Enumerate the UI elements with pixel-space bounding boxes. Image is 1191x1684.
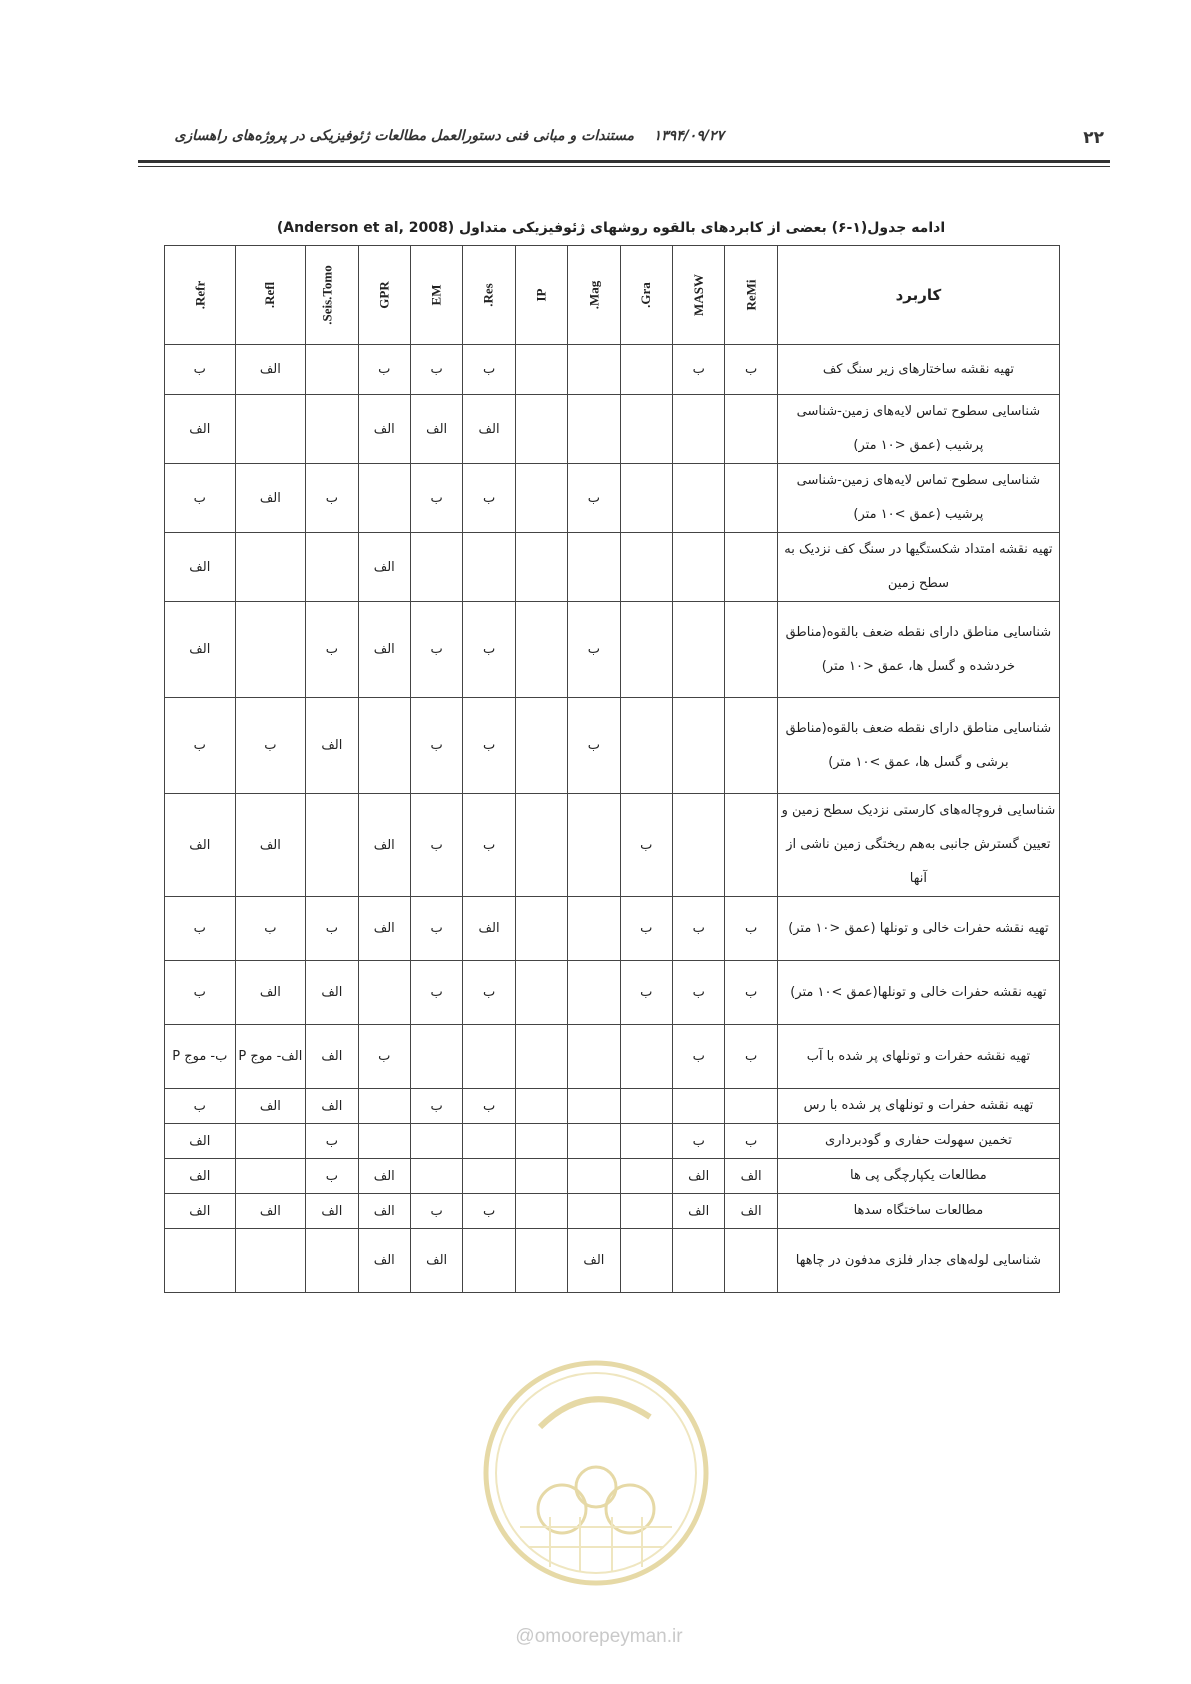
rating-cell: الف [410, 1229, 462, 1293]
rating-cell [410, 1159, 462, 1194]
page-number: ۲۲ [1083, 128, 1104, 148]
rating-cell [515, 533, 567, 602]
rating-cell: ب [410, 698, 462, 794]
rating-cell [620, 345, 672, 395]
rating-cell: الف [235, 464, 306, 533]
rating-cell [568, 794, 620, 897]
rating-cell: الف [235, 1089, 306, 1124]
rating-cell: الف [410, 395, 462, 464]
application-cell: تهیه نقشه حفرات و تونلهای پر شده با رس [777, 1089, 1059, 1124]
column-header-method [410, 246, 462, 345]
column-header-label: Gra. [638, 282, 654, 308]
rating-cell: ب [306, 1159, 358, 1194]
column-header-label: GPR [376, 281, 392, 309]
rating-cell [620, 602, 672, 698]
application-cell: تهیه نقشه امتداد شکستگیها در سنگ کف نزدیک به سطح زمین [777, 533, 1059, 602]
rating-cell [672, 1089, 724, 1124]
table-row [165, 961, 1060, 1025]
rating-cell: ب [725, 345, 777, 395]
rating-cell: الف [235, 961, 306, 1025]
rating-cell: ب [306, 897, 358, 961]
column-header-label: Res. [481, 283, 497, 307]
rating-cell: ب [165, 897, 236, 961]
rating-cell [620, 698, 672, 794]
column-header-method [358, 246, 410, 345]
rating-cell [672, 464, 724, 533]
rating-cell: الف [306, 698, 358, 794]
rating-cell: ب [410, 1089, 462, 1124]
rating-cell: ب [463, 464, 515, 533]
table-caption: ادامه جدول(۱-۶) بعضی از کابردهای بالقوه روشهای ژئوفیزیکی متداول (Anderson et al, 2008) [276, 220, 946, 236]
rating-cell: الف [165, 602, 236, 698]
table-row [165, 1229, 1060, 1293]
column-header-method [620, 246, 672, 345]
rating-cell: ب [463, 345, 515, 395]
rating-cell: الف [725, 1159, 777, 1194]
column-header-method [672, 246, 724, 345]
column-header-label: IP [533, 288, 549, 302]
rating-cell [235, 1124, 306, 1159]
rating-cell: الف [358, 1229, 410, 1293]
rating-cell: ب [725, 961, 777, 1025]
header-date: ۱۳۹۴/۰۹/۲۷ [653, 128, 724, 144]
rating-cell [515, 1229, 567, 1293]
rating-cell: ب [410, 602, 462, 698]
header-title: مستندات و مبانی فنی دستورالعمل مطالعات ژئوفیزیکی در پروژه‌های راهسازی [174, 128, 634, 144]
table-row [165, 897, 1060, 961]
rating-cell: الف [672, 1194, 724, 1229]
rating-cell: ب [410, 794, 462, 897]
rating-cell [568, 1124, 620, 1159]
rating-cell: ب [568, 698, 620, 794]
column-header-label: MASW [690, 274, 706, 316]
column-header-label: Refr. [191, 280, 207, 310]
header-rule-thick [138, 160, 1110, 163]
watermark-logo [480, 1357, 712, 1589]
table-row [165, 1194, 1060, 1229]
table-row [165, 1025, 1060, 1089]
table-row [165, 1124, 1060, 1159]
rating-cell [235, 395, 306, 464]
rating-cell: الف [672, 1159, 724, 1194]
rating-cell: الف [165, 533, 236, 602]
rating-cell [515, 1025, 567, 1089]
rating-cell: ب [165, 698, 236, 794]
rating-cell: ب [620, 961, 672, 1025]
rating-cell: الف [165, 1159, 236, 1194]
rating-cell: ب [725, 1124, 777, 1159]
rating-cell: ب [568, 464, 620, 533]
rating-cell: ب- موج P [165, 1025, 236, 1089]
rating-cell [620, 1025, 672, 1089]
rating-cell [515, 1194, 567, 1229]
application-cell: تهیه نقشه ساختارهای زیر سنگ کف [777, 345, 1059, 395]
rating-cell [725, 464, 777, 533]
rating-cell [620, 533, 672, 602]
rating-cell [306, 1229, 358, 1293]
rating-cell [515, 1159, 567, 1194]
table-header-row [165, 246, 1060, 345]
rating-cell: الف- موج P [235, 1025, 306, 1089]
column-header-method [725, 246, 777, 345]
column-header-method [306, 246, 358, 345]
rating-cell [725, 1229, 777, 1293]
rating-cell [515, 602, 567, 698]
rating-cell [568, 961, 620, 1025]
rating-cell: ب [620, 897, 672, 961]
rating-cell: الف [568, 1229, 620, 1293]
rating-cell [235, 1159, 306, 1194]
rating-cell: ب [463, 602, 515, 698]
rating-cell: الف [358, 897, 410, 961]
rating-cell: ب [463, 961, 515, 1025]
table-row [165, 1159, 1060, 1194]
rating-cell [725, 794, 777, 897]
rating-cell: ب [672, 1025, 724, 1089]
application-cell: مطالعات ساختگاه سدها [777, 1194, 1059, 1229]
rating-cell: الف [463, 897, 515, 961]
column-header-method [165, 246, 236, 345]
rating-cell [672, 794, 724, 897]
rating-cell [515, 1089, 567, 1124]
rating-cell [306, 395, 358, 464]
rating-cell: ب [568, 602, 620, 698]
rating-cell: ب [410, 961, 462, 1025]
application-cell: تهیه نقشه حفرات و تونلهای پر شده با آب [777, 1025, 1059, 1089]
rating-cell [235, 1229, 306, 1293]
table-row [165, 395, 1060, 464]
rating-cell: الف [165, 395, 236, 464]
rating-cell: ب [306, 1124, 358, 1159]
rating-cell: ب [306, 602, 358, 698]
rating-cell [672, 395, 724, 464]
rating-cell [358, 698, 410, 794]
rating-cell [410, 1124, 462, 1159]
table-row [165, 1089, 1060, 1124]
rating-cell: ب [463, 794, 515, 897]
rating-cell: ب [463, 698, 515, 794]
application-cell: تهیه نقشه حفرات خالی و تونلها (عمق <۱۰ متر) [777, 897, 1059, 961]
rating-cell [568, 345, 620, 395]
table-row [165, 794, 1060, 897]
rating-cell: الف [235, 345, 306, 395]
rating-cell [725, 533, 777, 602]
rating-cell: الف [306, 1194, 358, 1229]
column-header-method [568, 246, 620, 345]
rating-cell [165, 1229, 236, 1293]
rating-cell: الف [725, 1194, 777, 1229]
rating-cell [515, 794, 567, 897]
rating-cell [515, 464, 567, 533]
rating-cell: ب [306, 464, 358, 533]
column-header-label: Refl. [262, 281, 278, 309]
rating-cell: ب [463, 1089, 515, 1124]
rating-cell: الف [165, 1124, 236, 1159]
column-header-label: Seis.Tomo. [319, 265, 335, 325]
rating-cell: ب [358, 1025, 410, 1089]
header-rule-thin [138, 166, 1110, 167]
rating-cell [672, 602, 724, 698]
rating-cell [358, 464, 410, 533]
table-row [165, 345, 1060, 395]
rating-cell: ب [410, 345, 462, 395]
rating-cell: ب [725, 1025, 777, 1089]
rating-cell [620, 1159, 672, 1194]
rating-cell: ب [410, 464, 462, 533]
column-header-label: EM [428, 284, 444, 306]
applications-table [164, 245, 1060, 1293]
application-cell: شناسایی سطوح تماس لایه‌های زمین-شناسی پرشیب (عمق >۱۰ متر) [777, 464, 1059, 533]
column-header-application: کاربرد [777, 246, 1059, 345]
rating-cell: الف [235, 1194, 306, 1229]
rating-cell: ب [463, 1194, 515, 1229]
column-header-method [463, 246, 515, 345]
column-header-method [515, 246, 567, 345]
rating-cell: ب [235, 698, 306, 794]
rating-cell [725, 698, 777, 794]
rating-cell: ب [235, 897, 306, 961]
rating-cell: ب [672, 897, 724, 961]
rating-cell: ب [165, 961, 236, 1025]
rating-cell [568, 1194, 620, 1229]
rating-cell: ب [410, 1194, 462, 1229]
column-header-label: ReMi [743, 279, 759, 311]
rating-cell [358, 1124, 410, 1159]
application-cell: تخمین سهولت حفاری و گودبرداری [777, 1124, 1059, 1159]
rating-cell [725, 602, 777, 698]
rating-cell: الف [358, 1159, 410, 1194]
rating-cell [410, 1025, 462, 1089]
rating-cell: الف [306, 1025, 358, 1089]
rating-cell: ب [672, 961, 724, 1025]
rating-cell [306, 794, 358, 897]
table-row [165, 533, 1060, 602]
rating-cell [515, 1124, 567, 1159]
rating-cell [568, 395, 620, 464]
rating-cell [463, 1229, 515, 1293]
rating-cell [568, 1159, 620, 1194]
rating-cell: ب [410, 897, 462, 961]
rating-cell: الف [358, 794, 410, 897]
rating-cell: الف [358, 602, 410, 698]
rating-cell [358, 961, 410, 1025]
rating-cell [515, 698, 567, 794]
rating-cell [306, 533, 358, 602]
rating-cell: ب [358, 345, 410, 395]
rating-cell [410, 533, 462, 602]
rating-cell: الف [358, 533, 410, 602]
rating-cell [463, 1124, 515, 1159]
application-cell: تهیه نقشه حفرات خالی و تونلها(عمق >۱۰ متر) [777, 961, 1059, 1025]
rating-cell [515, 897, 567, 961]
rating-cell [515, 395, 567, 464]
rating-cell: الف [165, 794, 236, 897]
rating-cell: الف [358, 395, 410, 464]
rating-cell: الف [306, 961, 358, 1025]
rating-cell [515, 345, 567, 395]
rating-cell [725, 1089, 777, 1124]
rating-cell [620, 1124, 672, 1159]
rating-cell: الف [306, 1089, 358, 1124]
rating-cell [235, 602, 306, 698]
rating-cell: ب [165, 464, 236, 533]
rating-cell: ب [672, 1124, 724, 1159]
rating-cell: ب [620, 794, 672, 897]
rating-cell [568, 1025, 620, 1089]
table-row [165, 602, 1060, 698]
rating-cell: الف [165, 1194, 236, 1229]
rating-cell [725, 395, 777, 464]
rating-cell [620, 395, 672, 464]
application-cell: شناسایی مناطق دارای نقطه ضعف بالقوه(مناطق خردشده و گسل ها، عمق <۱۰ متر) [777, 602, 1059, 698]
rating-cell [620, 464, 672, 533]
rating-cell [620, 1089, 672, 1124]
rating-cell [672, 698, 724, 794]
rating-cell [463, 533, 515, 602]
column-header-label: Mag. [585, 280, 601, 310]
rating-cell: الف [463, 395, 515, 464]
rating-cell [620, 1194, 672, 1229]
rating-cell [672, 533, 724, 602]
rating-cell [620, 1229, 672, 1293]
rating-cell [568, 897, 620, 961]
rating-cell [672, 1229, 724, 1293]
application-cell: مطالعات یکپارچگی پی ها [777, 1159, 1059, 1194]
rating-cell [463, 1159, 515, 1194]
rating-cell: الف [235, 794, 306, 897]
rating-cell: ب [672, 345, 724, 395]
table-row [165, 698, 1060, 794]
table-row [165, 464, 1060, 533]
rating-cell: ب [165, 1089, 236, 1124]
application-cell: شناسایی مناطق دارای نقطه ضعف بالقوه(مناطق برشی و گسل ها، عمق >۱۰ متر) [777, 698, 1059, 794]
application-cell: شناسایی لوله‌های جدار فلزی مدفون در چاهها [777, 1229, 1059, 1293]
application-cell: شناسایی فروچاله‌های کارستی نزدیک سطح زمین و تعیین گسترش جانبی به‌هم ریختگی زمین ناشی از آنها [777, 794, 1059, 897]
rating-cell [568, 533, 620, 602]
rating-cell [463, 1025, 515, 1089]
rating-cell [515, 961, 567, 1025]
rating-cell: ب [725, 897, 777, 961]
column-header-method [235, 246, 306, 345]
rating-cell [306, 345, 358, 395]
rating-cell: ب [165, 345, 236, 395]
page-header [138, 128, 1104, 150]
watermark-url: @omoorepeyman.ir [515, 1626, 683, 1647]
application-cell: شناسایی سطوح تماس لایه‌های زمین-شناسی پرشیب (عمق <۱۰ متر) [777, 395, 1059, 464]
rating-cell [358, 1089, 410, 1124]
rating-cell: الف [358, 1194, 410, 1229]
rating-cell [568, 1089, 620, 1124]
rating-cell [235, 533, 306, 602]
